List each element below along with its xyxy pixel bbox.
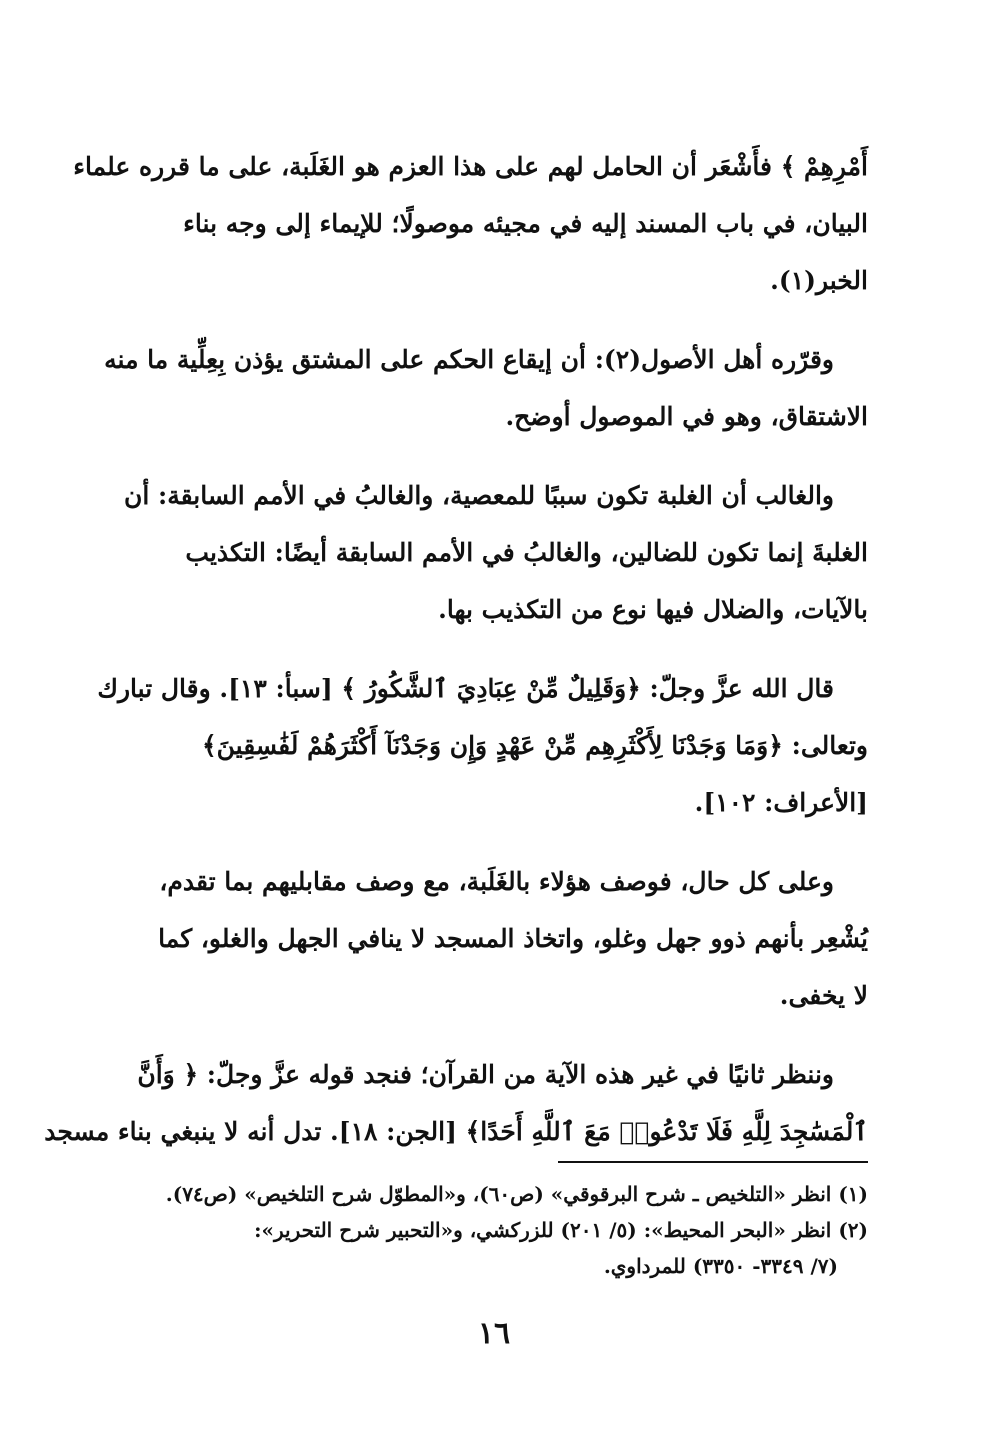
text-line: وعلى كل حال، فوصف هؤلاء بالغَلَبة، مع وصف مقابليهم بما تقدم، <box>159 867 834 896</box>
footnotes <box>120 1176 868 1284</box>
text-line: يُشْعِر بأنهم ذوو جهل وغلو، واتخاذ المسجد لا ينافي الجهل والغلو، كما <box>158 924 868 953</box>
main-text <box>44 138 868 1182</box>
footnote-divider <box>558 1161 868 1163</box>
paragraph-5 <box>120 853 868 1024</box>
text-line: وتعالى: ﴿وَمَا وَجَدْنَا لِأَكْثَرِهِم مِّنْ عَهْدٍ وَإِن وَجَدْنَآ أَكْثَرَهُمْ لَفَٰسِقِينَ﴾ <box>201 731 868 760</box>
footnote-1: (١) انظر «التلخيص ـ شرح البرقوقي» (ص٦٠)، و«المطوّل شرح التلخيص» (ص٧٤). <box>165 1182 868 1206</box>
text-line: بالآيات، والضلال فيها نوع من التكذيب بها. <box>438 595 868 624</box>
text-line: الخبر(١). <box>770 266 868 295</box>
text-line: أَمْرِهِمْ ﴾ فأَشْعَر أن الحامل لهم على هذا العزم هو الغَلَبة، على ما قرره علماء <box>73 152 868 181</box>
paragraph-2 <box>104 331 868 445</box>
text-line: والغالب أن الغلبة تكون سببًا للمعصية، والغالبُ في الأمم السابقة: أن <box>124 481 834 510</box>
footnote-2: (٢) انظر «البحر المحيط»: (٥/ ٢٠١) للزركشي، و«التحبير شرح التحرير»: <box>254 1218 868 1242</box>
text-line: [الأعراف: ١٠٢]. <box>694 788 868 817</box>
footnote-2-continued: (٧/ ٣٣٤٩- ٣٣٥٠) للمرداوي. <box>603 1254 838 1278</box>
text-line: الاشتقاق، وهو في الموصول أوضح. <box>505 402 868 431</box>
paragraph-3 <box>120 467 868 638</box>
text-line: قال الله عزَّ وجلّ: ﴿وَقَلِيلٌ مِّنْ عِبَادِيَ ٱلشَّكُورُ ﴾ [سبأ: ١٣]. وقال تبارك <box>97 674 834 703</box>
text-line: وقرّره أهل الأصول(٢): أن إيقاع الحكم على المشتق يؤذن بِعِلِّية ما منه <box>104 345 834 374</box>
text-line: البيان، في باب المسند إليه في مجيئه موصولًا؛ للإيماء إلى وجه بناء <box>183 209 868 238</box>
paragraph-4 <box>97 660 868 831</box>
text-line: الغلبةَ إنما تكون للضالين، والغالبُ في الأمم السابقة أيضًا: التكذيب <box>185 538 868 567</box>
paragraph-6 <box>44 1046 868 1160</box>
page-number: ١٦ <box>477 1316 511 1351</box>
paragraph-1 <box>73 138 868 309</box>
text-line: لا يخفى. <box>779 981 868 1010</box>
text-line: ٱلْمَسَٰجِدَ لِلَّهِ فَلَا تَدْعُوا۟ مَعَ ٱللَّهِ أَحَدًا﴾ [الجن: ١٨]. تدل أنه لا ينبغي بناء مسجد <box>44 1117 868 1146</box>
text-line: وننظر ثانيًا في غير هذه الآية من القرآن؛ فنجد قوله عزَّ وجلّ: ﴿ وَأَنَّ <box>137 1060 834 1089</box>
